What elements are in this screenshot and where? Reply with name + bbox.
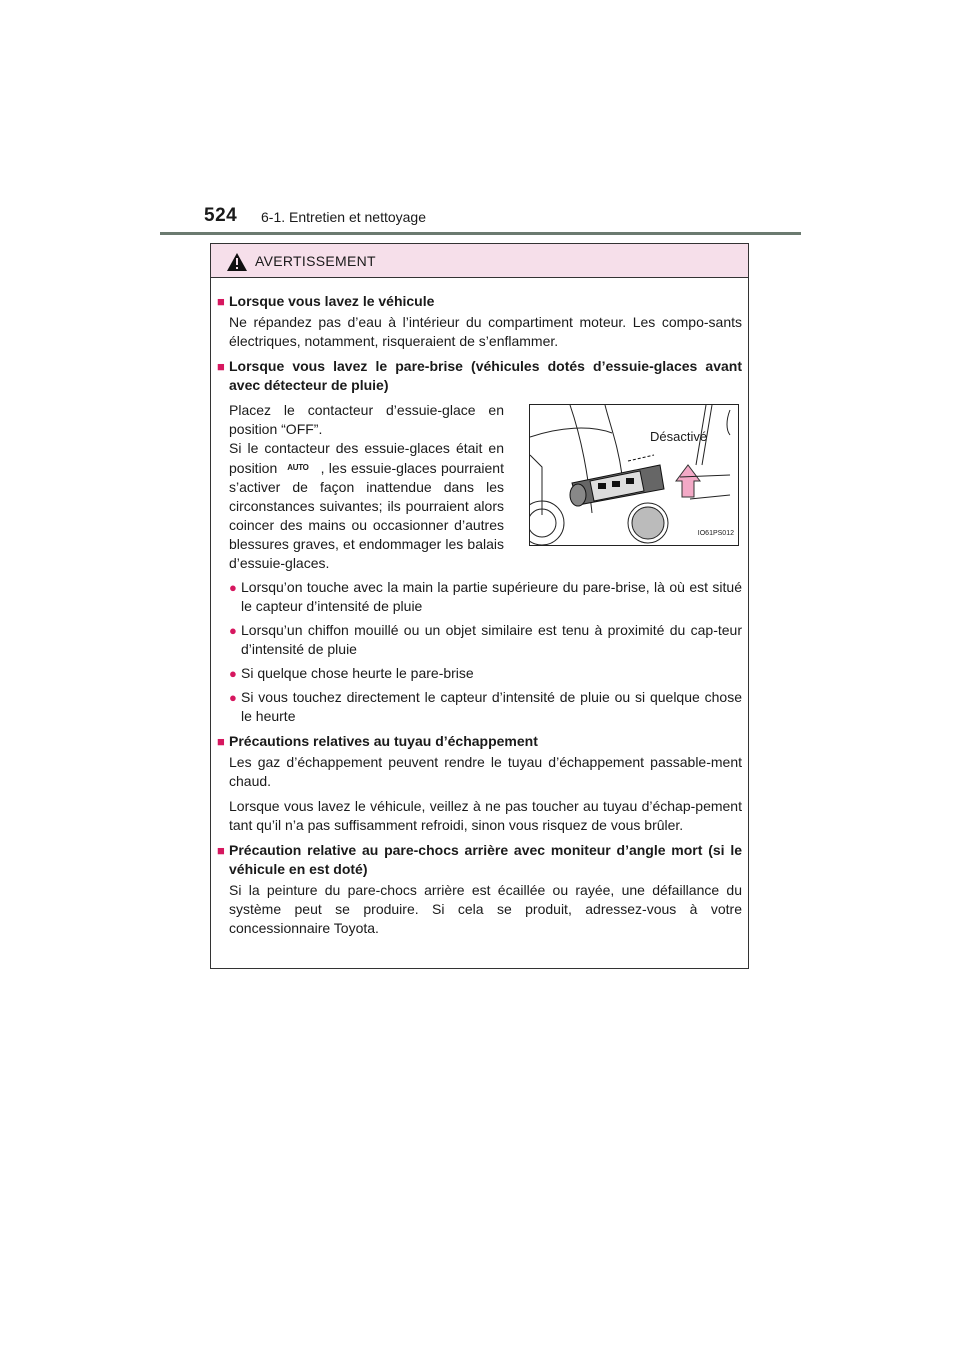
list-item: ● Si vous touchez directement le capteur d’intensité de pluie ou si quelque chose le heurte bbox=[229, 689, 742, 724]
section-title: 6-1. Entretien et nettoyage bbox=[261, 209, 426, 225]
section-heading: ■ Lorsque vous lavez le pare-brise (véhicules dotés d’essuie-glaces avant avec détecteur de pluie) bbox=[217, 358, 742, 393]
warning-content bbox=[211, 278, 748, 938]
circle-bullet-icon: ● bbox=[229, 580, 237, 595]
page-number: 524 bbox=[204, 205, 238, 226]
circle-bullet-icon: ● bbox=[229, 666, 237, 681]
wiper-row bbox=[217, 401, 742, 573]
list-item: ● Lorsqu’un chiffon mouillé ou un objet similaire est tenu à proximité du cap-teur d’intensité de pluie bbox=[229, 622, 742, 657]
warning-box bbox=[210, 243, 749, 969]
section-paragraph: Ne répandez pas d’eau à l’intérieur du compartiment moteur. Les compo-sants électriques, notamment, risqueraient de s’enflammer. bbox=[229, 314, 742, 349]
wiper-switch-figure bbox=[529, 404, 739, 546]
list-item: ● Si quelque chose heurte le pare-brise bbox=[229, 665, 474, 681]
section-heading: ■ Précaution relative au pare-chocs arrière avec moniteur d’angle mort (si le véhicule en est doté) bbox=[217, 842, 742, 877]
circle-bullet-icon: ● bbox=[229, 623, 237, 638]
warning-header bbox=[211, 244, 748, 278]
square-bullet-icon: ■ bbox=[217, 359, 225, 374]
square-bullet-icon: ■ bbox=[217, 843, 225, 858]
section-paragraph: Lorsque vous lavez le véhicule, veillez à ne pas toucher au tuyau d’échap-pement tant qu’il n’a pas suffisamment refroidi, sinon vous risquez de vous brûler. bbox=[229, 798, 742, 833]
warning-title: AVERTISSEMENT bbox=[255, 252, 376, 269]
section-paragraph: Les gaz d’échappement peuvent rendre le tuyau d’échappement passable-ment chaud. bbox=[229, 754, 742, 789]
section-paragraph: Si la peinture du pare-chocs arrière est écaillée ou rayée, une défaillance du système peut se produire. Si cela se produit, adressez-vous à votre concessionnaire Toyota. bbox=[229, 882, 742, 936]
list-item: ● Lorsqu’on touche avec la main la partie supérieure du pare-brise, là où est situé le capteur d’intensité de pluie bbox=[229, 579, 742, 614]
section-heading: ■ Lorsque vous lavez le véhicule bbox=[217, 293, 435, 309]
figure-code: IO61PS012 bbox=[697, 530, 734, 537]
figure-label: Désactivé bbox=[650, 429, 708, 444]
square-bullet-icon: ■ bbox=[217, 294, 225, 309]
header-rule bbox=[160, 232, 801, 235]
square-bullet-icon: ■ bbox=[217, 734, 225, 749]
wiper-instructions: Placez le contacteur d’essuie-glace en position “OFF”. Si le contacteur des essuie-glaces était en position AUTO , les essuie-glaces pourraient s’activer de façon inattendue dans les circonstances suivantes; ils pourraient alors coincer des mains ou occasionner d’autres blessures graves, et endommager les balais d’essuie-glaces. bbox=[229, 402, 504, 571]
circle-bullet-icon: ● bbox=[229, 690, 237, 705]
auto-mode-icon: AUTO bbox=[287, 463, 309, 472]
section-heading: ■ Précautions relatives au tuyau d’échappement bbox=[217, 733, 538, 749]
warning-triangle-icon bbox=[226, 252, 248, 272]
